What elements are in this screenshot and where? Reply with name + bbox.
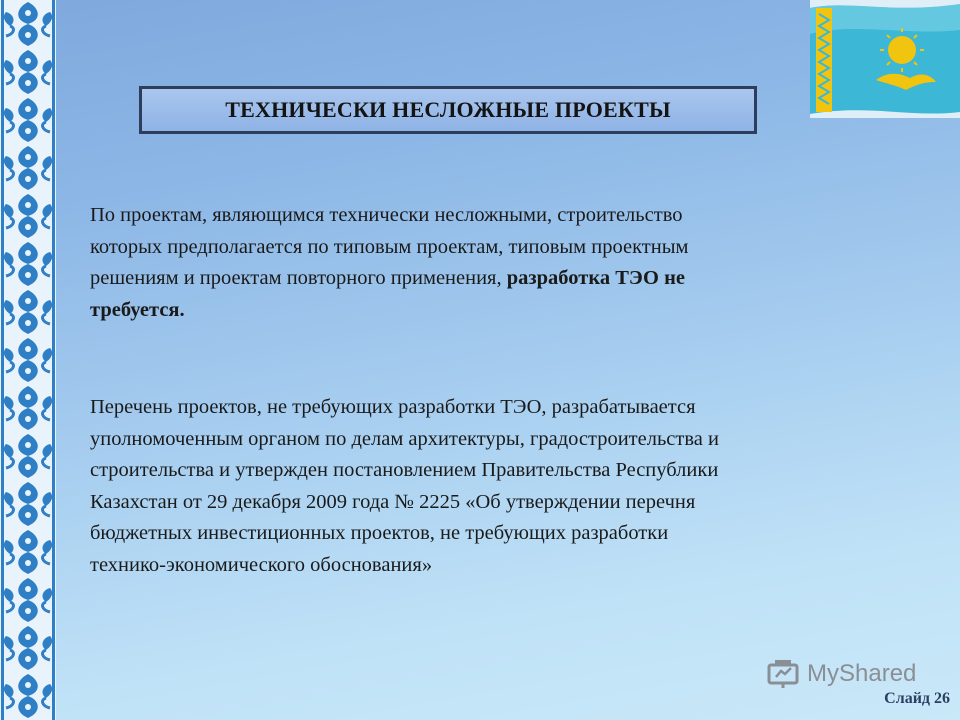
paragraph-2-line: строительства и утвержден постановлением Правительства Республики	[90, 459, 719, 481]
flag-icon	[810, 0, 960, 118]
paragraph-1-emphasis: разработка ТЭО не	[506, 267, 686, 289]
paragraph-1-text: решениям и проектам повторного применения,	[90, 267, 507, 289]
paragraph-1-line: которых предполагается по типовым проектам, типовым проектным	[90, 235, 689, 258]
presentation-icon	[767, 659, 801, 689]
paragraph-1-emphasis-end: требуется.	[90, 298, 185, 321]
paragraph-2-line: технико-экономического обоснования»	[90, 553, 433, 576]
slide-number: Слайд 26	[884, 690, 950, 707]
paragraph-2	[90, 392, 890, 581]
paragraph-2-line: бюджетных инвестиционных проектов, не требующих разработки	[90, 522, 669, 544]
ornament-pattern	[0, 0, 56, 720]
paragraph-1-line: По проектам, являющимся технически несложными, строительство	[90, 204, 683, 226]
title-box	[139, 86, 757, 134]
paragraph-1	[90, 200, 890, 326]
kazakhstan-flag	[810, 0, 960, 118]
paragraph-1-line	[90, 263, 890, 295]
paragraph-2-line: Перечень проектов, не требующих разработки ТЭО, разрабатывается	[90, 396, 696, 418]
watermark-text: MyShared	[807, 660, 917, 687]
paragraph-2-line: уполномоченным органом по делам архитектуры, градостроительства и	[90, 427, 719, 450]
paragraph-2-line: Казахстан от 29 декабря 2009 года № 2225 «Об утверждении перечня	[90, 490, 696, 513]
slide-title: ТЕХНИЧЕСКИ НЕСЛОЖНЫЕ ПРОЕКТЫ	[225, 97, 671, 122]
ornament-border	[0, 0, 56, 720]
watermark	[767, 656, 916, 692]
